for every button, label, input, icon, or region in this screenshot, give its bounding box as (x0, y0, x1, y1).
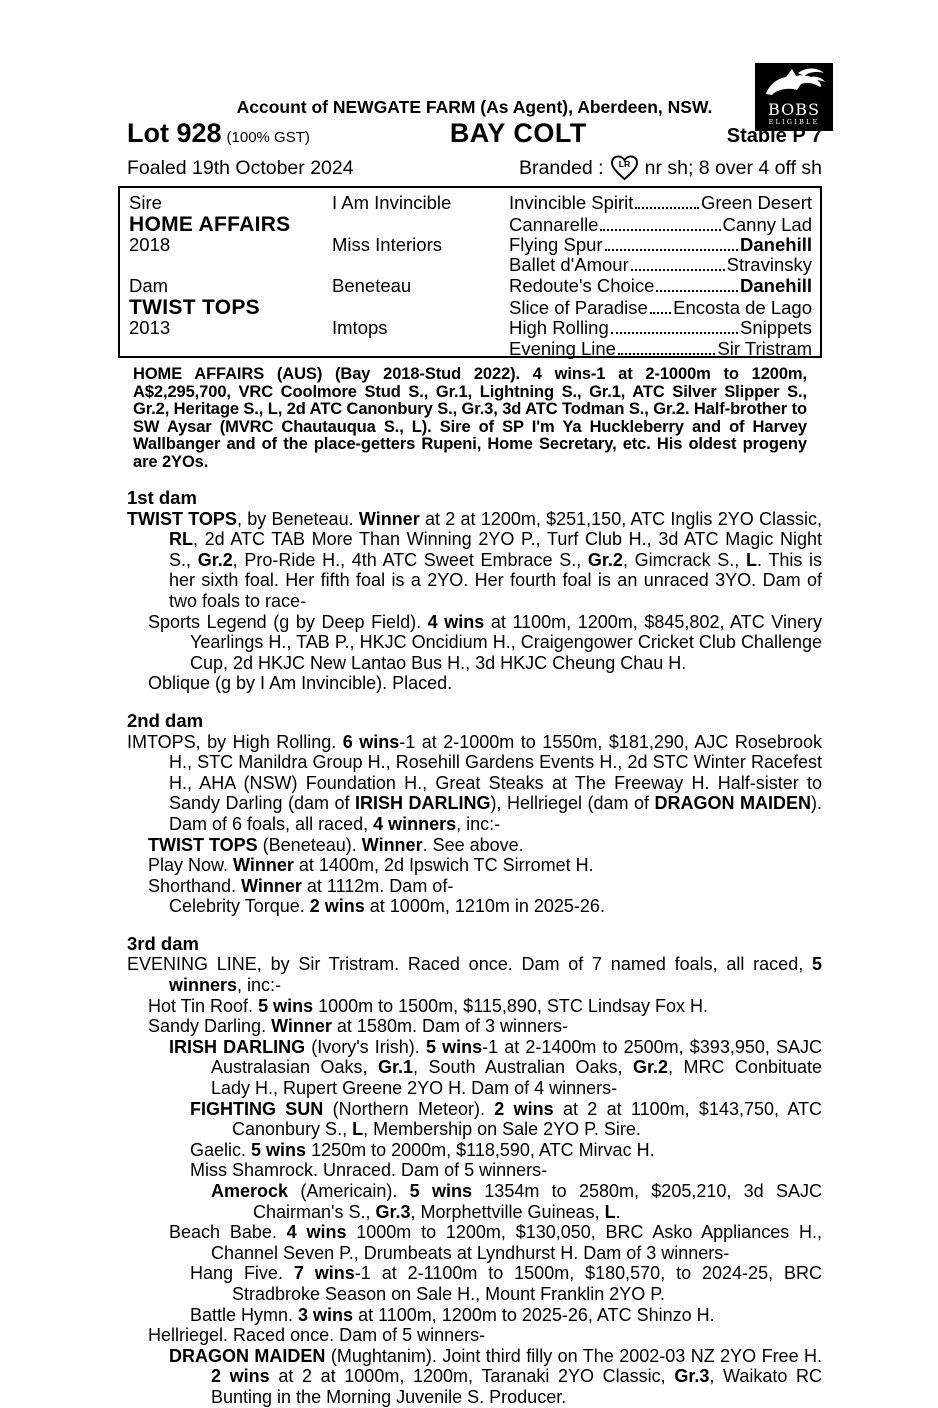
pedigree-entry (148, 1016, 822, 1037)
text-segment: 2 wins (309, 896, 365, 917)
text-segment: Gr.2 (197, 549, 233, 570)
text-segment: Play Now. (148, 855, 234, 876)
text-segment: L (745, 549, 757, 570)
text-segment: , inc:- (456, 813, 501, 834)
text-segment: , Pro-Ride H., 4th ATC Sweet Embrace S., (232, 549, 588, 570)
dot-leader (605, 249, 738, 251)
foaled-row (127, 155, 822, 181)
ancestor-sire: Green Desert (700, 192, 812, 213)
pedigree-entry (127, 732, 822, 835)
pedigree-entry (169, 1037, 822, 1099)
pedigree-entry (148, 835, 822, 856)
text-segment: at 1000m, 1210m in 2025-26. (364, 896, 605, 917)
text-segment: 5 wins (425, 1036, 483, 1057)
text-segment: (Northern Meteor). (323, 1098, 495, 1119)
pedigree-entry (127, 954, 822, 995)
text-segment: at 1400m, 2d Ipswich TC Sirromet H. (293, 855, 594, 876)
text-segment: RL (169, 529, 193, 550)
dot-leader (650, 312, 671, 314)
text-segment: 4 wins (286, 1222, 347, 1243)
sire-name: HOME AFFAIRS (129, 212, 291, 236)
text-segment: Beach Babe. (169, 1222, 287, 1243)
text-segment: TWIST TOPS (148, 834, 258, 855)
text-segment: . This is her sixth foal. Her fifth foal is a 2YO. Her fourth foal is an unraced 3YO. Dam of two foals to race- (169, 549, 822, 611)
text-segment: Gr.3 (375, 1201, 411, 1222)
foaled-date: Foaled 19th October 2024 (127, 156, 354, 179)
grandparent-row (509, 317, 812, 339)
text-segment: at 1100m, 1200m to 2025-26, ATC Shinzo H. (353, 1304, 715, 1325)
ancestor-name: Redoute's Choice (509, 275, 655, 297)
text-segment: -1 at 2-1000m to 1550m, $181,290, AJC Rosebrook H., STC Manildra Group H., Rosehill Gardens Events H., 2d STC Winter Racefest H., AHA (NSW) Foundation H., Great Steaks at The Freeway H. Half-sister to Sandy Darling (dam of (169, 731, 822, 814)
grandparent-row (509, 338, 812, 360)
text-segment: -1 at 2-1100m to 1500m, $180,570, to 2024-25, BRC Stradbroke Season on Sale H., Mount Franklin 2YO P. (232, 1263, 822, 1304)
pedigree-entry (190, 1305, 822, 1326)
grandparent-row (509, 234, 812, 256)
dam-section-heading: 1st dam (127, 487, 197, 508)
text-segment: 3 wins (298, 1304, 354, 1325)
pedigree-entry (169, 1346, 822, 1408)
logo-subtitle: ELIGIBLE (768, 118, 820, 126)
text-segment: HOME AFFAIRS (AUS) (Bay 2018-Stud 2022). 4 wins-1 at 2-1000m to 1200m, A$2,295,700, VRC Coolmore Stud S., Gr.1, Lightning S., Gr.1, ATC Silver Slipper S., Gr.2, Heritage S., L, 2d ATC Canonbury S., Gr.3, 3d ATC Todman S., Gr.2. Half-brother to SW Aysar (MVRC Chautauqua S., L). Sire of SP I'm Ya Huckleberry and of Harvey Wallbanger and of the place-getters Rupeni, Home Secretary, etc. His oldest progeny are 2YOs. (133, 365, 807, 471)
text-segment: , MRC Conbituate Lady H., Rupert Greene 2YO H. Dam of 4 winners- (211, 1057, 822, 1099)
text-segment: , by Beneteau. (236, 508, 359, 529)
text-segment: (Ivory's Irish). (305, 1036, 426, 1057)
text-segment: Winner (233, 855, 294, 876)
dam-parent2: Imtops (332, 316, 388, 338)
text-segment: Winner (358, 508, 420, 529)
text-segment: . See above. (422, 834, 524, 855)
pedigree-entry (190, 1099, 822, 1140)
text-segment: at 1580m. Dam of 3 winners- (331, 1016, 569, 1037)
ancestor-name: Evening Line (509, 337, 616, 359)
text-segment: , Gimcrack S., (622, 549, 746, 570)
text-segment: . (615, 1201, 621, 1222)
text-segment: Celebrity Torque. (169, 896, 310, 917)
text-segment: ), Hellriegel (dam of (490, 793, 655, 814)
text-segment: 6 wins (342, 731, 400, 752)
grandparent-row (509, 275, 812, 297)
text-segment: Winner (361, 834, 423, 855)
text-segment: FIGHTING SUN (190, 1098, 324, 1119)
dot-leader (656, 290, 738, 292)
sire-summary (133, 366, 807, 471)
text-segment: L (604, 1201, 616, 1222)
text-segment: Sports Legend (g by Deep Field). (148, 611, 428, 632)
ancestor-sire: Canny Lad (722, 213, 812, 235)
pedigree-entry (148, 855, 822, 876)
text-segment: , South Australian Oaks, (413, 1057, 633, 1078)
branded-info (519, 155, 822, 181)
grandparent-row (509, 254, 812, 276)
text-segment: Battle Hymn. (190, 1304, 299, 1325)
text-segment: , Morphettville Guineas, (410, 1201, 605, 1222)
dam-role-label: Dam (129, 275, 169, 297)
text-segment: 1250m to 2000m, $118,590, ATC Mirvac H. (306, 1139, 655, 1160)
lot-number: Lot 928 (127, 118, 222, 148)
ancestor-name: Slice of Paradise (509, 296, 648, 318)
pedigree-entry (190, 1160, 822, 1181)
pedigree-entry (211, 1181, 822, 1222)
text-segment: TWIST TOPS (127, 508, 237, 529)
ancestor-sire: Sir Tristram (717, 337, 812, 359)
dam-name: TWIST TOPS (129, 295, 260, 319)
lot-left (127, 118, 310, 149)
text-segment: 2 wins (211, 1366, 270, 1387)
text-segment: Amerock (211, 1181, 289, 1201)
gst-note: (100% GST) (226, 129, 310, 146)
sire-parent1: I Am Invincible (332, 192, 452, 213)
horse-head-icon (762, 66, 826, 96)
text-segment: -1 at 2-1400m to 2500m, $393,950, SAJC Australasian Oaks, (211, 1036, 822, 1078)
pedigree-entry (148, 996, 822, 1017)
text-segment: IMTOPS, by High Rolling. (127, 731, 343, 752)
ancestor-sire: Danehill (740, 275, 812, 297)
brand-mark-icon (610, 155, 639, 181)
text-segment: 1000m to 1500m, $115,890, STC Lindsay Fox H. (313, 995, 708, 1016)
page-title: BAY COLT (449, 118, 587, 148)
text-segment: 7 wins (293, 1263, 355, 1284)
pedigree-entry (127, 509, 822, 612)
ancestor-sire: Danehill (740, 233, 812, 255)
pedigree-table (118, 186, 822, 358)
dot-leader (618, 353, 715, 355)
dot-leader (631, 269, 725, 271)
logo-title: BOBS (768, 100, 820, 119)
pedigree-text (127, 359, 822, 1408)
text-segment: , 2d ATC TAB More Than Winning 2YO P., Turf Club H., 3d ATC Magic Night S., (169, 529, 822, 570)
text-segment: Gr.2 (587, 549, 623, 570)
text-segment: Winner (271, 1016, 332, 1037)
pedigree-entry (190, 1263, 822, 1304)
text-segment: at 1112m. Dam of- (301, 875, 454, 896)
text-segment: at 2 at 1100m, $143,750, ATC Canonbury S., (232, 1098, 822, 1140)
text-segment: DRAGON MAIDEN (654, 793, 811, 814)
sire-role-label: Sire (129, 192, 162, 213)
text-segment: (Americain). (288, 1181, 410, 1201)
text-segment: 2 wins (494, 1098, 554, 1119)
text-segment: Gaelic. (190, 1139, 252, 1160)
account-line: Account of NEWGATE FARM (As Agent), Aberdeen, NSW. (236, 97, 713, 117)
dam-sections (127, 488, 822, 1408)
dam-parent1: Beneteau (332, 275, 412, 297)
text-segment: Oblique (g by I Am Invincible). Placed. (148, 673, 453, 694)
ancestor-sire: Stravinsky (726, 254, 812, 276)
text-segment: Winner (241, 875, 302, 896)
text-segment: Miss Shamrock. Unraced. Dam of 5 winners- (190, 1160, 548, 1181)
stable-number: Stable P 7 (726, 125, 822, 147)
pedigree-entry (148, 876, 822, 897)
text-segment: 1354m to 2580m, $205,210, 3d SAJC Chairman's S., (253, 1181, 823, 1222)
text-segment: 4 winners (373, 813, 457, 834)
pedigree-entry (148, 673, 822, 694)
text-segment: , Waikato RC Bunting in the Morning Juvenile S. Producer. (211, 1366, 823, 1407)
text-segment: DRAGON MAIDEN (169, 1345, 326, 1366)
text-segment: Shorthand. (148, 875, 242, 896)
grandparent-row (509, 297, 812, 319)
brand-location: nr sh; 8 over 4 off sh (644, 156, 822, 179)
text-segment: (Beneteau). (257, 834, 362, 855)
ancestor-name: Invincible Spirit (509, 192, 634, 213)
grandparent-row (509, 214, 812, 236)
branded-label: Branded : (519, 156, 604, 179)
text-segment: 5 wins (251, 1139, 307, 1160)
text-segment: 5 wins (258, 995, 314, 1016)
grandparent-row (509, 192, 812, 214)
text-segment: 1000m to 1200m, $130,050, BRC Asko Appliances H., Channel Seven P., Drumbeats at Lyndhurst H. Dam of 3 winners- (211, 1222, 822, 1263)
pedigree-entry (169, 896, 822, 917)
text-segment: at 2 at 1000m, 1200m, Taranaki 2YO Classic, (269, 1366, 675, 1387)
text-segment: IRISH DARLING (169, 1036, 306, 1057)
lot-row (127, 118, 822, 149)
dot-leader (600, 229, 720, 231)
pedigree-entry (190, 1140, 822, 1161)
text-segment: at 2 at 1200m, $251,150, ATC Inglis 2YO Classic, (419, 508, 823, 529)
ancestor-name: Flying Spur (509, 233, 603, 255)
text-segment: at 1100m, 1200m, $845,802, ATC Vinery Yearlings H., TAB P., HKJC Oncidium H., Craigengower Cricket Club Challenge Cup, 2d HKJC New Lantao Bus H., 3d HKJC Cheung Chau H. (190, 611, 822, 673)
text-segment: , inc:- (237, 975, 282, 996)
text-segment: (Mughtanim). Joint third filly on The 2002-03 NZ 2YO Free H. (325, 1345, 823, 1366)
ancestor-sire: Snippets (740, 316, 812, 338)
text-segment: Gr.1 (378, 1057, 414, 1078)
dot-leader (635, 207, 699, 209)
text-segment: Hellriegel. Raced once. Dam of 5 winners- (148, 1325, 486, 1346)
text-segment: IRISH DARLING (355, 793, 491, 814)
pedigree-entry (148, 612, 822, 674)
text-segment: Hang Five. (190, 1263, 294, 1284)
dam-year: 2013 (129, 316, 171, 338)
sire-parent2: Miss Interiors (332, 233, 442, 255)
text-segment: ). Dam of 6 foals, all raced, (169, 793, 822, 834)
ancestor-sire: Encosta de Lago (673, 296, 812, 318)
ancestor-name: High Rolling (509, 316, 609, 338)
text-segment: L (352, 1119, 364, 1140)
svg-text:LR: LR (618, 159, 630, 170)
ancestor-name: Ballet d'Amour (509, 254, 629, 276)
text-segment: Hot Tin Roof. (148, 995, 259, 1016)
ancestor-name: Cannarelle (509, 213, 599, 235)
dam-section-heading: 2nd dam (127, 709, 204, 731)
sire-year: 2018 (129, 233, 171, 255)
text-segment: 5 winners (169, 954, 822, 996)
pedigree-entry (148, 1325, 822, 1346)
pedigree-entry (169, 1222, 822, 1263)
text-segment: 5 wins (409, 1181, 472, 1201)
text-segment: Sandy Darling. (148, 1016, 272, 1037)
dam-section-heading: 3rd dam (127, 932, 199, 954)
text-segment: , Membership on Sale 2YO P. Sire. (363, 1119, 641, 1140)
text-segment: EVENING LINE, by Sir Tristram. Raced once. Dam of 7 named foals, all raced, (127, 954, 812, 975)
text-segment: 4 wins (427, 611, 485, 632)
text-segment: Gr.3 (674, 1366, 710, 1387)
dot-leader (611, 332, 738, 334)
text-segment: Gr.2 (632, 1057, 669, 1078)
